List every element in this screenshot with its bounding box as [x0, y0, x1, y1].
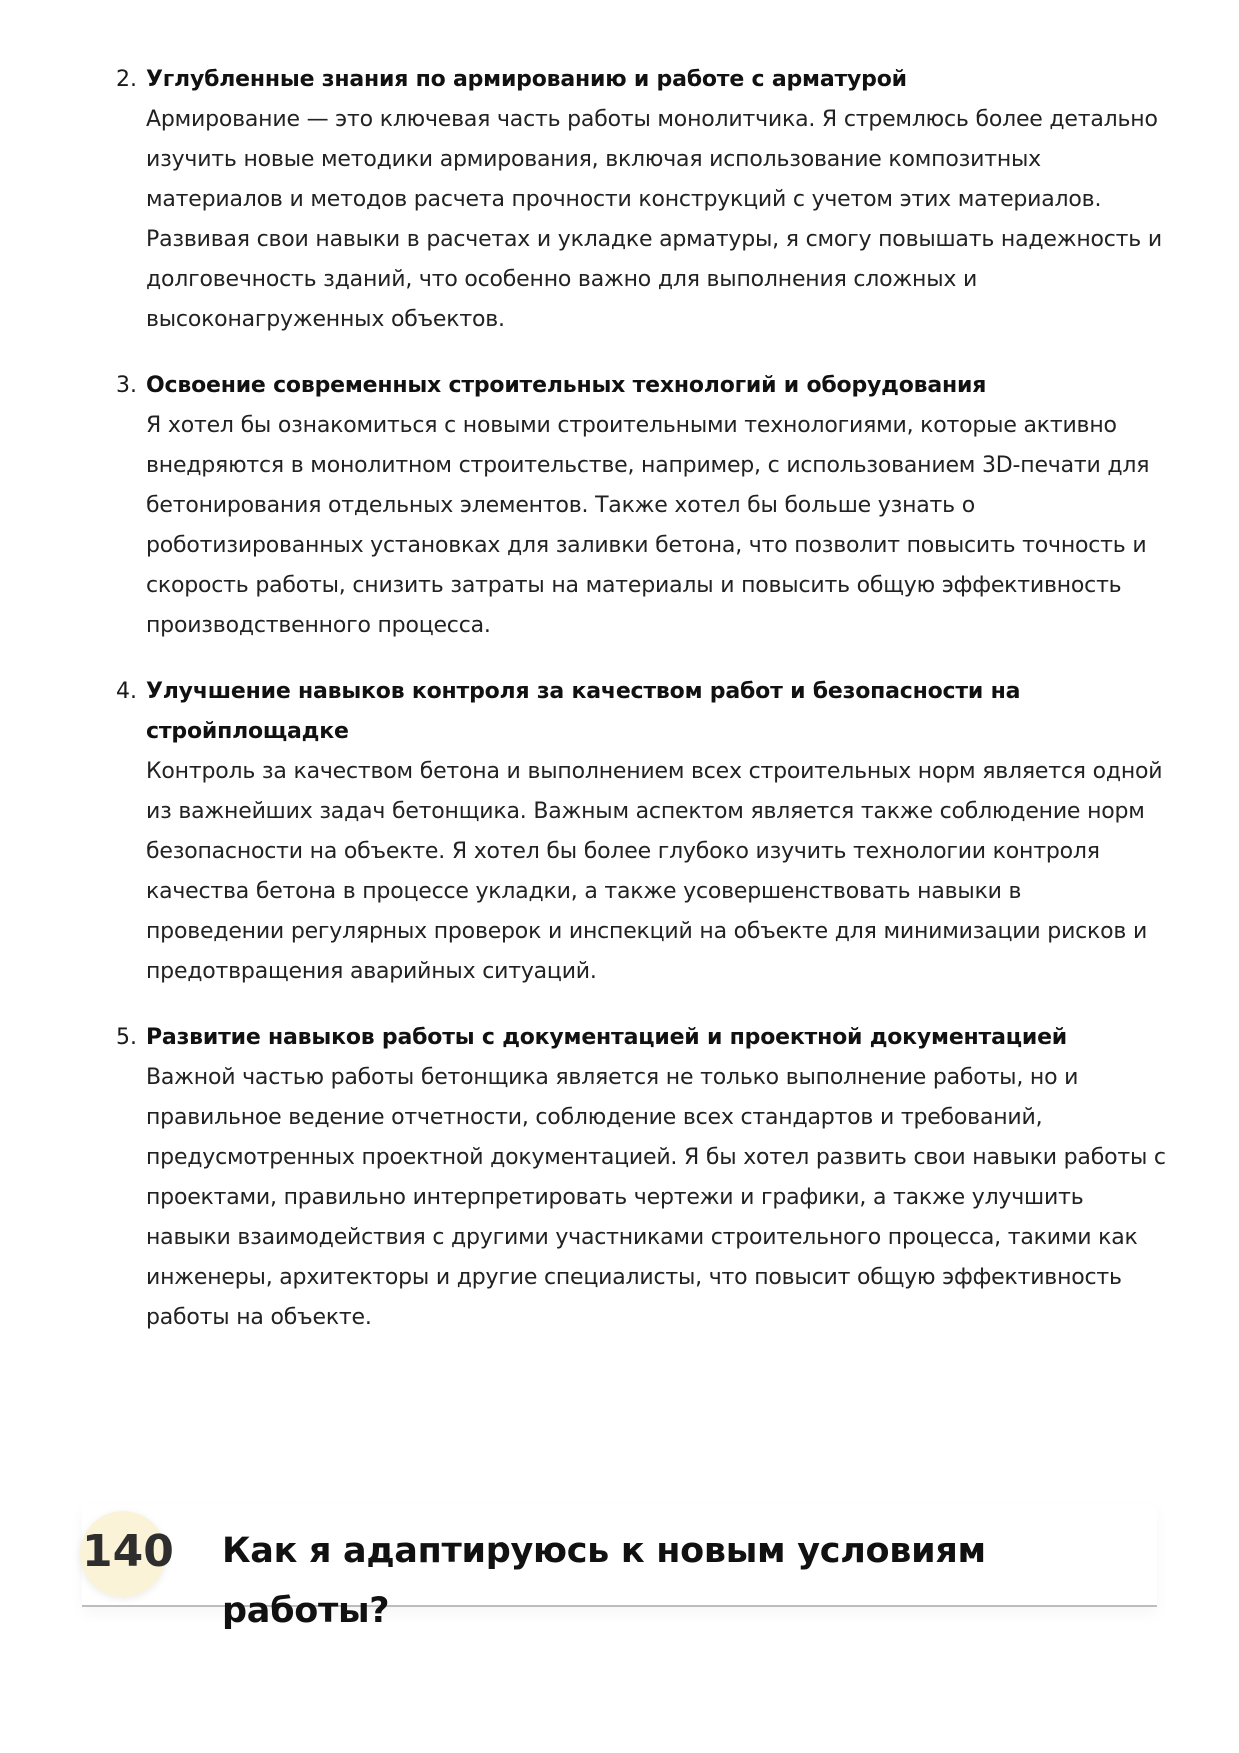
item-title: Освоение современных строительных технологий и оборудования — [146, 373, 987, 398]
list-item — [116, 672, 1166, 992]
section-title: Как я адаптируюсь к новым условиям работы? — [222, 1531, 986, 1631]
item-body: Важной частью работы бетонщика является не только выполнение работы, но и правильное ведение отчетности, соблюдение всех стандартов и требований, предусмотренных проектной документацией. Я бы хотел развить свои навыки работы с проектами, правильно интерпретировать чертежи и графики, а также улучшить навыки взаимодействия с другими участниками строительного процесса, такими как инженеры, архитекторы и другие специалисты, что повысит общую эффективность работы на объекте. — [146, 1065, 1166, 1330]
item-body: Армирование — это ключевая часть работы монолитчика. Я стремлюсь более детально изучить новые методики армирования, включая использование композитных материалов и методов расчета прочности конструкций с учетом этих материалов. Развивая свои навыки в расчетах и укладке арматуры, я смогу повышать надежность и долговечность зданий, что особенно важно для выполнения сложных и высоконагруженных объектов. — [146, 107, 1162, 332]
item-number: 3. — [116, 373, 137, 398]
item-body: Контроль за качеством бетона и выполнением всех строительных норм является одной из важнейших задач бетонщика. Важным аспектом является также соблюдение норм безопасности на объекте. Я хотел бы более глубоко изучить технологии контроля качества бетона в процессе укладки, а также усовершенствовать навыки в проведении регулярных проверок и инспекций на объекте для минимизации рисков и предотвращения аварийных ситуаций. — [146, 759, 1163, 984]
section-number: 140 — [82, 1526, 174, 1577]
list-item — [116, 366, 1166, 646]
item-title: Углубленные знания по армированию и работе с арматурой — [146, 67, 907, 92]
section-heading — [82, 1505, 1157, 1631]
item-number: 4. — [116, 679, 137, 704]
item-title: Развитие навыков работы с документацией и проектной документацией — [146, 1025, 1068, 1050]
item-number: 2. — [116, 67, 137, 92]
item-title: Улучшение навыков контроля за качеством работ и безопасности на стройплощадке — [146, 679, 1021, 744]
list-item — [116, 60, 1166, 340]
goals-list — [116, 60, 1166, 1364]
item-number: 5. — [116, 1025, 137, 1050]
list-item — [116, 1018, 1166, 1338]
item-body: Я хотел бы ознакомиться с новыми строительными технологиями, которые активно внедряются в монолитном строительстве, например, с использованием 3D-печати для бетонирования отдельных элементов. Также хотел бы больше узнать о роботизированных установках для заливки бетона, что позволит повысить точность и скорость работы, снизить затраты на материалы и повысить общую эффективность производственного процесса. — [146, 413, 1150, 638]
